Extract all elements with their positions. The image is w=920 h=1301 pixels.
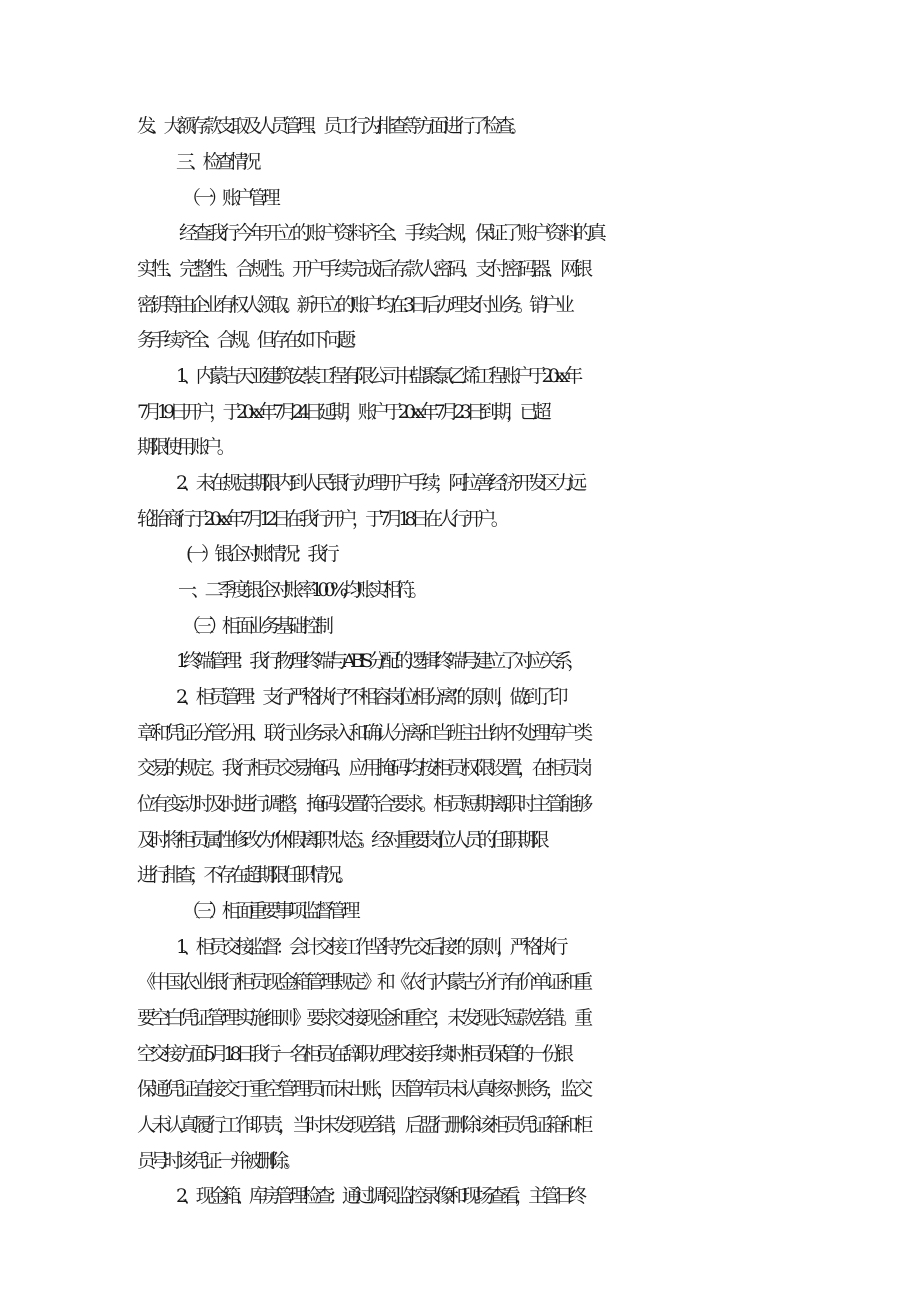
text-line: 空交接方面5月18日我行一名柜员在辞职办理交接手续时柜员保管的一份银 [137,1043,569,1065]
text-line: 轮胎商行于20xx年7月12日在我行开户，于7月18日在人行开户。 [137,508,505,530]
text-line: 保通凭证直接交于重空管理员而未出账，因管库员未认真核对账务，监交 [137,1078,589,1100]
subsection-heading: （三）柜面业务基础控制 [182,615,329,637]
text-line: 发、大额存款支取及人员管理、员工行为排查等方面进行了检查。 [137,115,523,137]
text-line: 期限使用账户。 [137,436,231,458]
section-heading: 三、检查情况 [176,151,256,173]
subsection-heading: （一）账户管理 [182,187,276,209]
text-line: 2、现金箱、库房管理检查：通过调阅监控录像和现场查看，主管日终 [176,1185,582,1207]
text-line: 务手续齐全、合规。但存在如下问题： [137,329,364,351]
text-line: 经查我行今年开立的账户资料齐全、手续合规，保证了账户资料的真 [179,222,603,244]
text-line: 2、柜员管理：支行严格执行“不相容岗位相分离”的原则，做到了印 [176,686,563,708]
text-line: 2、未在规定期限内到人民银行办理开户手续，阿拉善经济开发区力远 [176,472,582,494]
text-line: 员号时该凭证一并被删除。 [137,1150,297,1172]
text-line: 位有变动时及时进行调整，掩码设置符合要求。柜员短期离职时主管能够 [137,793,589,815]
text-line: 及时将柜员属性修改为“休假离职”状态。经对重要岗位人员的任职期限 [137,829,545,851]
text-line: 实性、完整性、合规性。开户手续完成后存款人密码、支付密码器、网银 [137,258,589,280]
text-line: 交易的规定。我行柜员交易掩码、应用掩码均按柜员权限设置，在柜员岗 [137,757,589,779]
subsection-heading: (一）银企对账情况：我行 [186,543,335,565]
text-line: 7月19日开户，于20xx年7月24日延期，账户于20xx年7月23日到期，已超 [137,401,547,423]
text-line: 人未认真履行工作职责，当时未发现差错，后盟行删除该柜员凭证箱和柜 [137,1114,589,1136]
text-line: 1、柜员交接监督：会计交接工作坚持“先交后接”的原则，严格执行 [176,936,563,958]
text-line: 进行排查，不存在超期限任职情况。 [137,864,350,886]
text-line: 《中国农业银行柜员现金箱管理规定》和《农行内蒙古分行有价单证和重 [137,971,589,993]
subsection-heading: （三）柜面重要事项监督管理 [182,900,355,922]
text-line: 要空白凭证管理实施细则》要求交接现金和重空，未发现长短款差错。重 [137,1007,589,1029]
text-line: 密钥等由企业有权人领取。新开立的账户均在3日后办理支付业务。销户业 [137,294,569,316]
text-line: 一、二季度银企对账率100%,均账实相符。 [178,579,423,601]
text-line: 1.终端管理：我行物理终端与ABIS分配的逻辑终端号建立了对应关系， [176,650,581,672]
text-line: 1、内蒙古天亚建筑安装工程有限公司中盐聚氯乙烯工程账户于20xx年 [176,365,578,387]
text-line: 章和凭证分管分用、联行业务录入和确认分离和当班主出纳不处理库户类 [137,722,589,744]
